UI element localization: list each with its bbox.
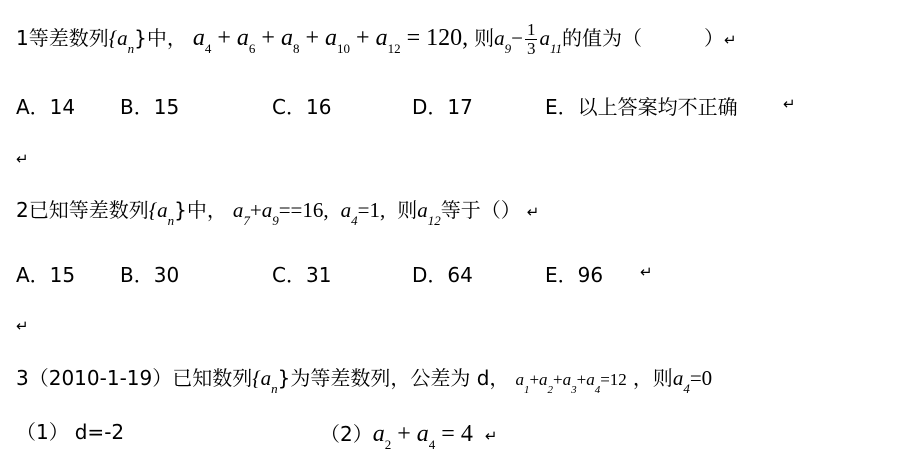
problem-1-term-5-sub: 12: [387, 41, 401, 57]
problem-1-tail-close: ）: [704, 26, 724, 51]
problem-3-condition-2-a2-sub: 2: [384, 437, 392, 453]
problem-3-sequence: {a: [252, 366, 272, 390]
problem-1-option-b: B．15: [120, 95, 180, 119]
problem-1-options-paragraph-mark: ↵: [783, 95, 796, 113]
problem-1-term-2-sub: 6: [248, 41, 256, 57]
problem-2-sequence-sub: n: [167, 213, 175, 229]
problem-3-sum-a1: a: [515, 370, 524, 389]
problem-2-stem-prefix: 已知等差数列: [28, 198, 149, 222]
problem-2-a9: a: [261, 198, 273, 222]
problem-3-sum-a1-sub: 1: [523, 384, 530, 397]
problem-1-minus: −: [511, 26, 523, 51]
problem-3-a4-sub: 4: [683, 381, 690, 397]
problem-2-tail: 等于（）: [440, 198, 521, 222]
problem-3-sum-a3-sub: 3: [571, 384, 577, 397]
problem-2-eq1: =1,: [357, 198, 386, 222]
problem-1-plus-3: +: [305, 25, 320, 52]
problem-1-option-d: D．17: [412, 95, 473, 119]
problem-1-option-e: E．以上答案均不正确: [545, 95, 738, 119]
problem-3-sum-plus-3: +: [576, 370, 587, 389]
problem-1-option-a: A．14: [16, 95, 76, 119]
problem-2-option-e: E．96: [545, 263, 604, 287]
problem-1-term-4-sub: 10: [337, 41, 351, 57]
problem-2-paragraph-mark: ↵: [526, 203, 540, 221]
problem-2-sequence: {a: [148, 198, 168, 222]
problem-1-plus-1: +: [217, 25, 231, 52]
problem-1-sequence: {a: [108, 26, 128, 51]
problem-1-term-1: a: [192, 25, 205, 52]
problem-1-a9-sub: 9: [504, 41, 512, 57]
problem-3-source: （2010-1-19）: [28, 366, 173, 390]
problem-1-stem: [16, 22, 737, 59]
problem-1-then: 则: [474, 26, 495, 51]
problem-2-option-d: D．64: [412, 263, 473, 287]
problem-3-condition-2-a2: a: [372, 421, 385, 447]
problem-1-a11-sub: 11: [549, 41, 562, 57]
problem-1-fraction-denominator: 3: [526, 38, 536, 58]
problem-3-condition-1: [16, 422, 124, 443]
problem-1-sequence-close: }中，: [134, 26, 187, 51]
problem-2-a9-sub: 9: [272, 213, 279, 229]
problem-2-option-c: C．31: [272, 263, 332, 287]
problem-1-tail: 的值为（: [562, 26, 642, 51]
problem-1-plus-2: +: [261, 25, 275, 52]
problem-3-sequence-sub: n: [271, 381, 278, 397]
problem-1-stem-prefix: 等差数列: [28, 26, 109, 51]
problem-3-paragraph-mark: ↵: [484, 427, 498, 445]
problem-3-sum-a4-sub: 4: [594, 384, 601, 397]
problem-2-stem: [16, 198, 540, 229]
problem-2-sequence-close: }中，: [174, 198, 227, 222]
problem-2-option-b: B．30: [120, 263, 180, 287]
problem-3-sum-a4: a: [586, 370, 595, 389]
problem-1-term-3: a: [280, 25, 293, 52]
problem-1-option-c: C．16: [272, 95, 332, 119]
problem-3-condition-2-plus: +: [397, 421, 411, 447]
problem-3-condition-1-text: d=-2: [74, 420, 125, 444]
problem-3-stem-prefix: 已知数列: [172, 366, 253, 390]
problem-2-blank-paragraph-mark: ↵: [16, 317, 29, 335]
problem-1-equals: =: [406, 25, 421, 52]
problem-1-term-5: a: [375, 25, 388, 52]
problem-3-sum-plus-2: +: [553, 370, 563, 389]
problem-3-sum-plus-1: +: [529, 370, 540, 389]
problem-1-blank-paragraph-mark: ↵: [16, 150, 29, 168]
problem-2-option-a: A．15: [16, 263, 76, 287]
problem-1-sequence-sub: n: [127, 41, 135, 57]
problem-1-term-1-sub: 4: [204, 41, 212, 57]
problem-3-stem: [16, 366, 713, 397]
problem-1-number: 1: [16, 26, 29, 51]
problem-3-number: 3: [16, 366, 29, 390]
problem-2-a12-sub: 12: [427, 213, 441, 229]
problem-3-sum-eq: =12: [600, 370, 627, 389]
problem-3-sequence-close: }为等差数列，公差为 d，: [277, 366, 510, 390]
problem-2-plus: +: [249, 198, 262, 222]
problem-3-then: ，则: [632, 366, 673, 390]
problem-1-a11: a: [539, 26, 550, 51]
problem-3-sum-a2-sub: 2: [547, 384, 554, 397]
problem-1-plus-4: +: [356, 25, 370, 52]
problem-3-eq0: =0: [689, 366, 713, 390]
problem-1-a9: a: [494, 26, 505, 51]
problem-3-condition-2-eq: = 4: [441, 421, 473, 447]
problem-3-sum-a2: a: [539, 370, 548, 389]
problem-1-fraction-numerator: 1: [526, 20, 536, 39]
problem-1-term-4: a: [325, 25, 338, 52]
problem-1-term-2: a: [236, 25, 249, 52]
problem-2-number: 2: [16, 198, 29, 222]
problem-2-options-paragraph-mark: ↵: [640, 263, 653, 281]
problem-3-condition-2-label: （2）: [320, 422, 373, 446]
problem-1-paragraph-mark: ↵: [724, 31, 737, 50]
problem-1-term-3-sub: 8: [292, 41, 300, 57]
problem-1-fraction: [525, 21, 538, 58]
problem-3-a4: a: [672, 366, 684, 390]
problem-2-a7: a: [232, 198, 244, 222]
problem-3-sum-a3: a: [562, 370, 572, 389]
problem-3-condition-2-a4: a: [416, 421, 429, 447]
problem-2-eqeq: ==16,: [278, 198, 329, 222]
problem-2-a4-sub: 4: [351, 213, 358, 229]
problem-3-condition-1-label: （1）: [16, 420, 69, 444]
problem-1-sum-value: 120,: [426, 25, 469, 52]
problem-3-condition-2: [320, 421, 498, 453]
problem-2-a4: a: [340, 198, 352, 222]
problem-2-a7-sub: 7: [243, 213, 250, 229]
problem-2-then: 则: [397, 198, 418, 222]
problem-2-a12: a: [417, 198, 428, 222]
problem-3-condition-2-a4-sub: 4: [428, 437, 436, 453]
